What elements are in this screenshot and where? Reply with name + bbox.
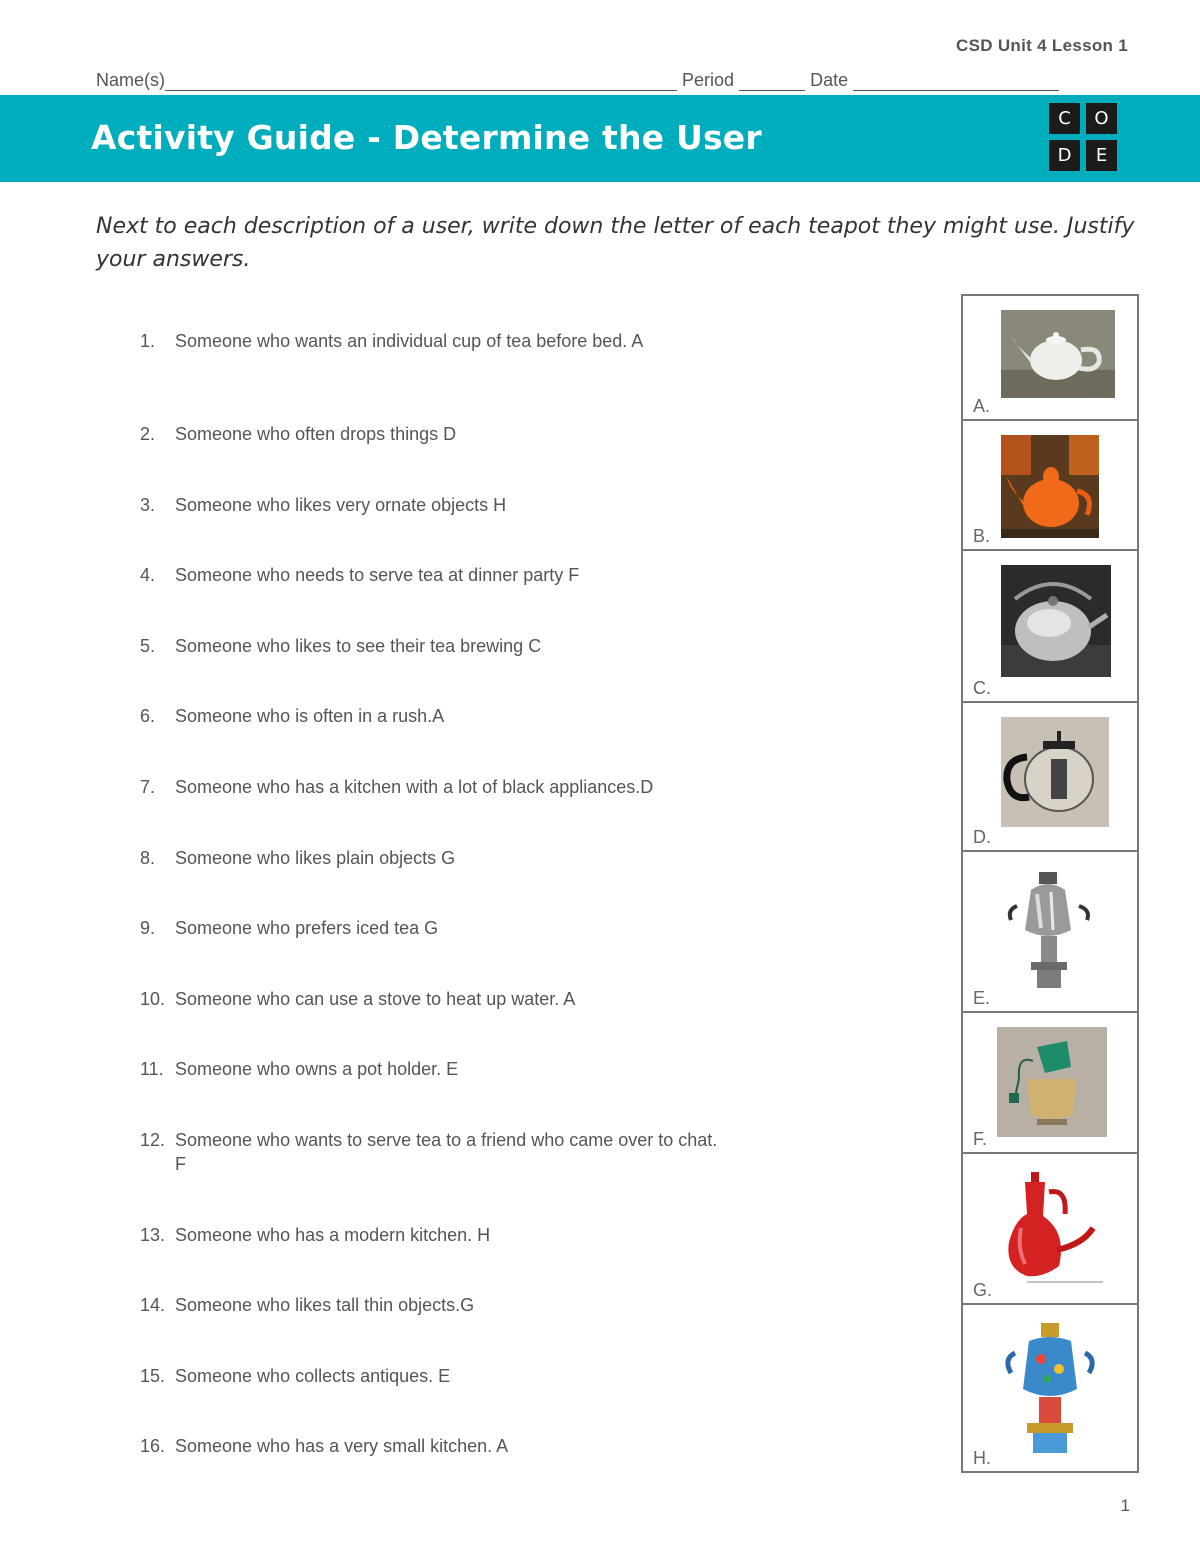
teapot-letter: F. [973,1129,988,1149]
teapot-letter: E. [973,988,991,1008]
list-item: 2. Someone who often drops things D [140,424,457,444]
period-label: Period [682,70,735,90]
teapot-letter: D. [973,827,991,847]
list-item: 3. Someone who likes very ornate objects H [140,495,507,515]
teapot-letter: A. [973,396,991,416]
list-item: 11. Someone who owns a pot holder. E [140,1059,459,1079]
list-item: 14. Someone who likes tall thin objects.G [140,1295,475,1315]
student-info-line [96,70,1059,91]
course-label: CSD Unit 4 Lesson 1 [956,36,1128,55]
date-blank[interactable] [853,72,1059,91]
teapot-box-e [961,850,1139,1013]
orange-teapot-photo-icon [1001,435,1099,538]
logo-letter: D [1049,140,1080,171]
silver-samovar-photo-icon [1001,870,1103,994]
logo-letter: C [1049,103,1080,134]
steel-teapot-photo-icon [1001,565,1111,677]
list-item: 12. Someone who wants to serve tea to a friend who came over to chat. F [140,1130,718,1174]
teapot-box-c [961,549,1139,703]
title-banner [0,95,1200,182]
white-teapot-photo-icon [1001,310,1115,398]
teapot-box-a [961,294,1139,421]
list-item: 10. Someone who can use a stove to heat up water. A [140,989,576,1009]
page-number: 1 [1120,1496,1130,1515]
teapot-box-b [961,419,1139,551]
name-label: Name(s) [96,70,166,90]
teapot-box-g [961,1152,1139,1305]
list-item: 6. Someone who is often in a rush.A [140,706,445,726]
list-item: 5. Someone who likes to see their tea brewing C [140,636,542,656]
teapot-box-h [961,1303,1139,1473]
list-item: 8. Someone who likes plain objects G [140,848,456,868]
list-item: 13. Someone who has a modern kitchen. H [140,1225,491,1245]
list-item: 1. Someone who wants an individual cup of tea before bed. A [140,331,644,351]
teapot-letter: H. [973,1448,991,1468]
instructions: Next to each description of a user, write down the letter of each teapot they might use. Justify your answers. [96,214,1135,272]
teapot-letter: G. [973,1280,993,1300]
list-item: 4. Someone who needs to serve tea at dinner party F [140,565,580,585]
teapot-box-d [961,701,1139,852]
logo-letter: E [1086,140,1117,171]
page-title: Activity Guide - Determine the User [91,118,762,157]
date-label: Date [810,70,849,90]
logo-letter: O [1086,103,1117,134]
teapot-letter: B. [973,526,991,546]
period-blank[interactable] [739,72,805,91]
code-logo [1049,103,1119,173]
glass-infuser-photo-icon [997,1027,1107,1137]
ornate-samovar-photo-icon [1001,1319,1099,1459]
teapot-letter: C. [973,678,991,698]
red-teapot-photo-icon [1003,1168,1107,1288]
name-blank[interactable] [165,72,677,91]
list-item: 16. Someone who has a very small kitchen. A [140,1436,509,1456]
list-item: 15. Someone who collects antiques. E [140,1366,451,1386]
glass-teapot-photo-icon [1001,717,1109,827]
list-item: 7. Someone who has a kitchen with a lot of black appliances.D [140,777,654,797]
teapot-box-f [961,1011,1139,1154]
list-item: 9. Someone who prefers iced tea G [140,918,439,938]
